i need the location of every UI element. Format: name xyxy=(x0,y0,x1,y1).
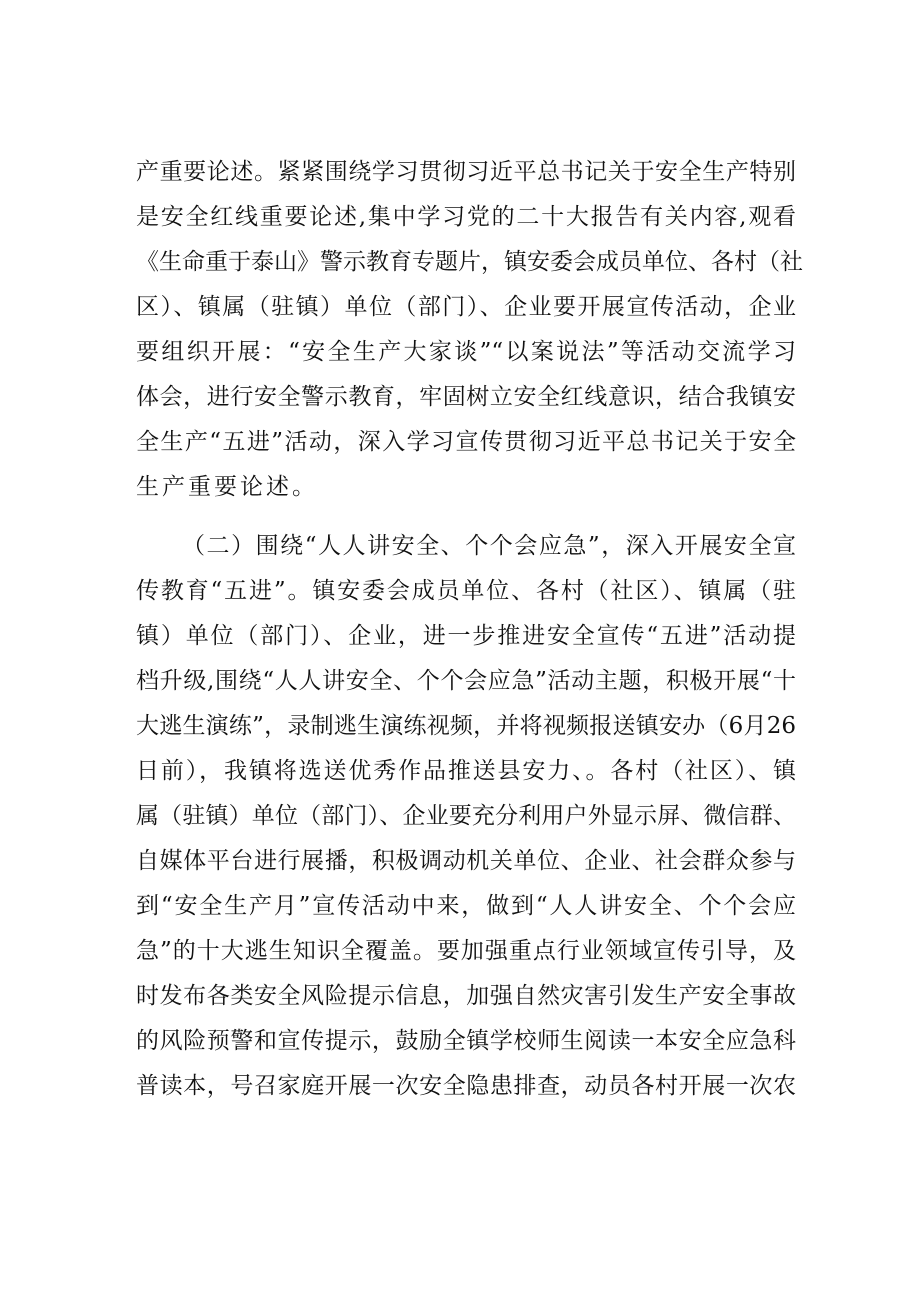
text-line: 时发布各类安全风险提示信息，加强自然灾害引发生产安全事故 xyxy=(136,983,796,1009)
text-line: 镇）单位（部门）、企业，进一步推进安全宣传“五进”活动提 xyxy=(136,623,796,649)
text-line: 《生命重于泰山》警示教育专题片，镇安委会成员单位、各村（社 xyxy=(136,249,803,275)
section-heading-line: （二）围绕“人人讲安全、个个会应急”，深入开展安全宣 xyxy=(182,533,796,559)
text-line: 日前），我镇将选送优秀作品推送县安力、。各村（社区）、镇 xyxy=(136,758,796,784)
text-line: 自媒体平台进行展播，积极调动机关单位、企业、社会群众参与 xyxy=(136,848,796,874)
text-line: 到“安全生产月”宣传活动中来，做到“人人讲安全、个个会应 xyxy=(136,893,796,919)
text-line: 档升级,围绕“人人讲安全、个个会应急”活动主题，积极开展“十 xyxy=(136,668,796,694)
text-line: 传教育“五进”。镇安委会成员单位、各村（社区）、镇属（驻 xyxy=(136,578,796,604)
text-line: 产重要论述。紧紧围绕学习贯彻习近平总书记关于安全生产特别 xyxy=(136,159,796,185)
text-line: 急”的十大逃生知识全覆盖。要加强重点行业领域宣传引导，及 xyxy=(136,938,796,964)
text-line: 全生产“五进”活动，深入学习宣传贯彻习近平总书记关于安全 xyxy=(136,429,796,455)
text-line: 大逃生演练”，录制逃生演练视频，并将视频报送镇安办（6月26 xyxy=(136,713,796,739)
text-line: 生产重要论述。 xyxy=(136,474,318,500)
text-line: 普读本，号召家庭开展一次安全隐患排查，动员各村开展一次农 xyxy=(136,1073,796,1099)
text-line: 体会，进行安全警示教育，牢固树立安全红线意识，结合我镇安 xyxy=(136,384,796,410)
text-line: 要组织开展：“安全生产大家谈”“以案说法”等活动交流学习 xyxy=(136,339,796,365)
text-line: 的风险预警和宣传提示，鼓励全镇学校师生阅读一本安全应急科 xyxy=(136,1028,796,1054)
text-line: 属（驻镇）单位（部门）、企业要充分利用户外显示屏、微信群、 xyxy=(136,803,796,829)
text-line: 区）、镇属（驻镇）单位（部门）、企业要开展宣传活动，企业 xyxy=(136,294,796,320)
text-line: 是安全红线重要论述,集中学习党的二十大报告有关内容,观看 xyxy=(136,204,796,230)
